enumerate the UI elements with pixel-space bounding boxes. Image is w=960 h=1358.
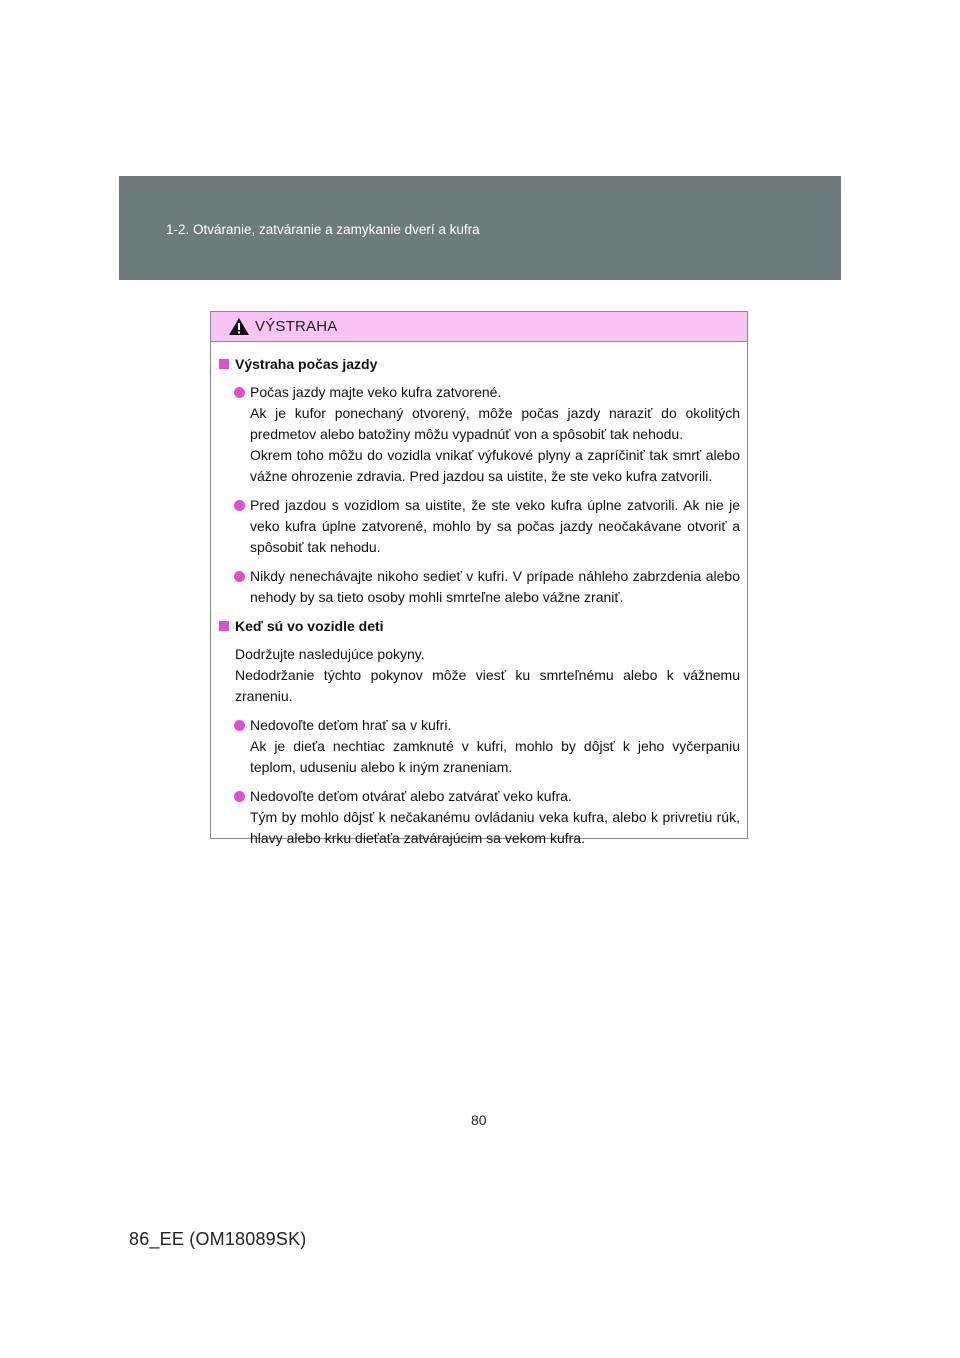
list-item [219, 566, 740, 608]
list-item [219, 786, 740, 849]
round-bullet-icon [234, 791, 245, 802]
warning-triangle-icon [228, 317, 250, 336]
intro-text: Dodržujte nasledujúce pokyny. [235, 646, 425, 662]
item-text: Ak je dieťa nechtiac zamknuté v kufri, mohlo by dôjsť k jeho vyčerpaniu teplom, uduseniu alebo k iným zraneniam. [250, 738, 740, 775]
section-heading-children [219, 616, 740, 637]
intro-text: Nedodržanie týchto pokynov môže viesť ku smrteľnému alebo k vážnemu zraneniu. [235, 667, 740, 704]
item-text: Počas jazdy majte veko kufra zatvorené. [250, 384, 502, 400]
item-text: Nikdy nenechávajte nikoho sedieť v kufri. V prípade náhleho zabrzdenia alebo nehody by sa tieto osoby mohli smrteľne alebo vážne zraniť. [250, 568, 740, 605]
warning-header [211, 312, 747, 342]
warning-title: VÝSTRAHA [255, 318, 338, 335]
item-text: Tým by mohlo dôjsť k nečakanému ovládaniu veka kufra, alebo k privretiu rúk, hlavy alebo krku dieťaťa zatvárajúcim sa vekom kufra. [250, 809, 740, 846]
item-text: Nedovoľte deťom otvárať alebo zatvárať veko kufra. [250, 788, 572, 804]
list-item [219, 495, 740, 558]
page-number: 80 [471, 1112, 487, 1128]
square-bullet-icon [219, 621, 229, 631]
list-item [219, 715, 740, 778]
item-text: Okrem toho môžu do vozidla vnikať výfukové plyny a zapríčiniť tak smrť alebo vážne ohrozenie zdravia. Pred jazdou sa uistite, že ste veko kufra zatvorili. [250, 447, 740, 484]
section-heading-text: Výstraha počas jazdy [235, 356, 378, 372]
section-heading-driving [219, 354, 740, 375]
document-code: 86_EE (OM18089SK) [129, 1229, 307, 1249]
warning-box [210, 311, 748, 846]
square-bullet-icon [219, 359, 229, 369]
warning-body [211, 342, 747, 849]
section-title: 1-2. Otváranie, zatváranie a zamykanie dverí a kufra [166, 222, 480, 237]
round-bullet-icon [234, 500, 245, 511]
item-text: Nedovoľte deťom hrať sa v kufri. [250, 717, 452, 733]
round-bullet-icon [234, 720, 245, 731]
round-bullet-icon [234, 387, 245, 398]
section-heading-text: Keď sú vo vozidle deti [235, 618, 384, 634]
list-item [219, 382, 740, 487]
item-text: Ak je kufor ponechaný otvorený, môže počas jazdy naraziť do okolitých predmetov alebo batožiny môžu vypadnúť von a spôsobiť tak nehodu. [250, 405, 740, 442]
item-text: Pred jazdou s vozidlom sa uistite, že ste veko kufra úplne zatvorili. Ak nie je veko kufra úplne zatvorené, mohlo by sa počas jazdy neočakávane otvoriť a spôsobiť tak nehodu. [250, 497, 740, 555]
section-header-band [119, 176, 841, 280]
round-bullet-icon [234, 571, 245, 582]
section-intro [219, 644, 740, 707]
